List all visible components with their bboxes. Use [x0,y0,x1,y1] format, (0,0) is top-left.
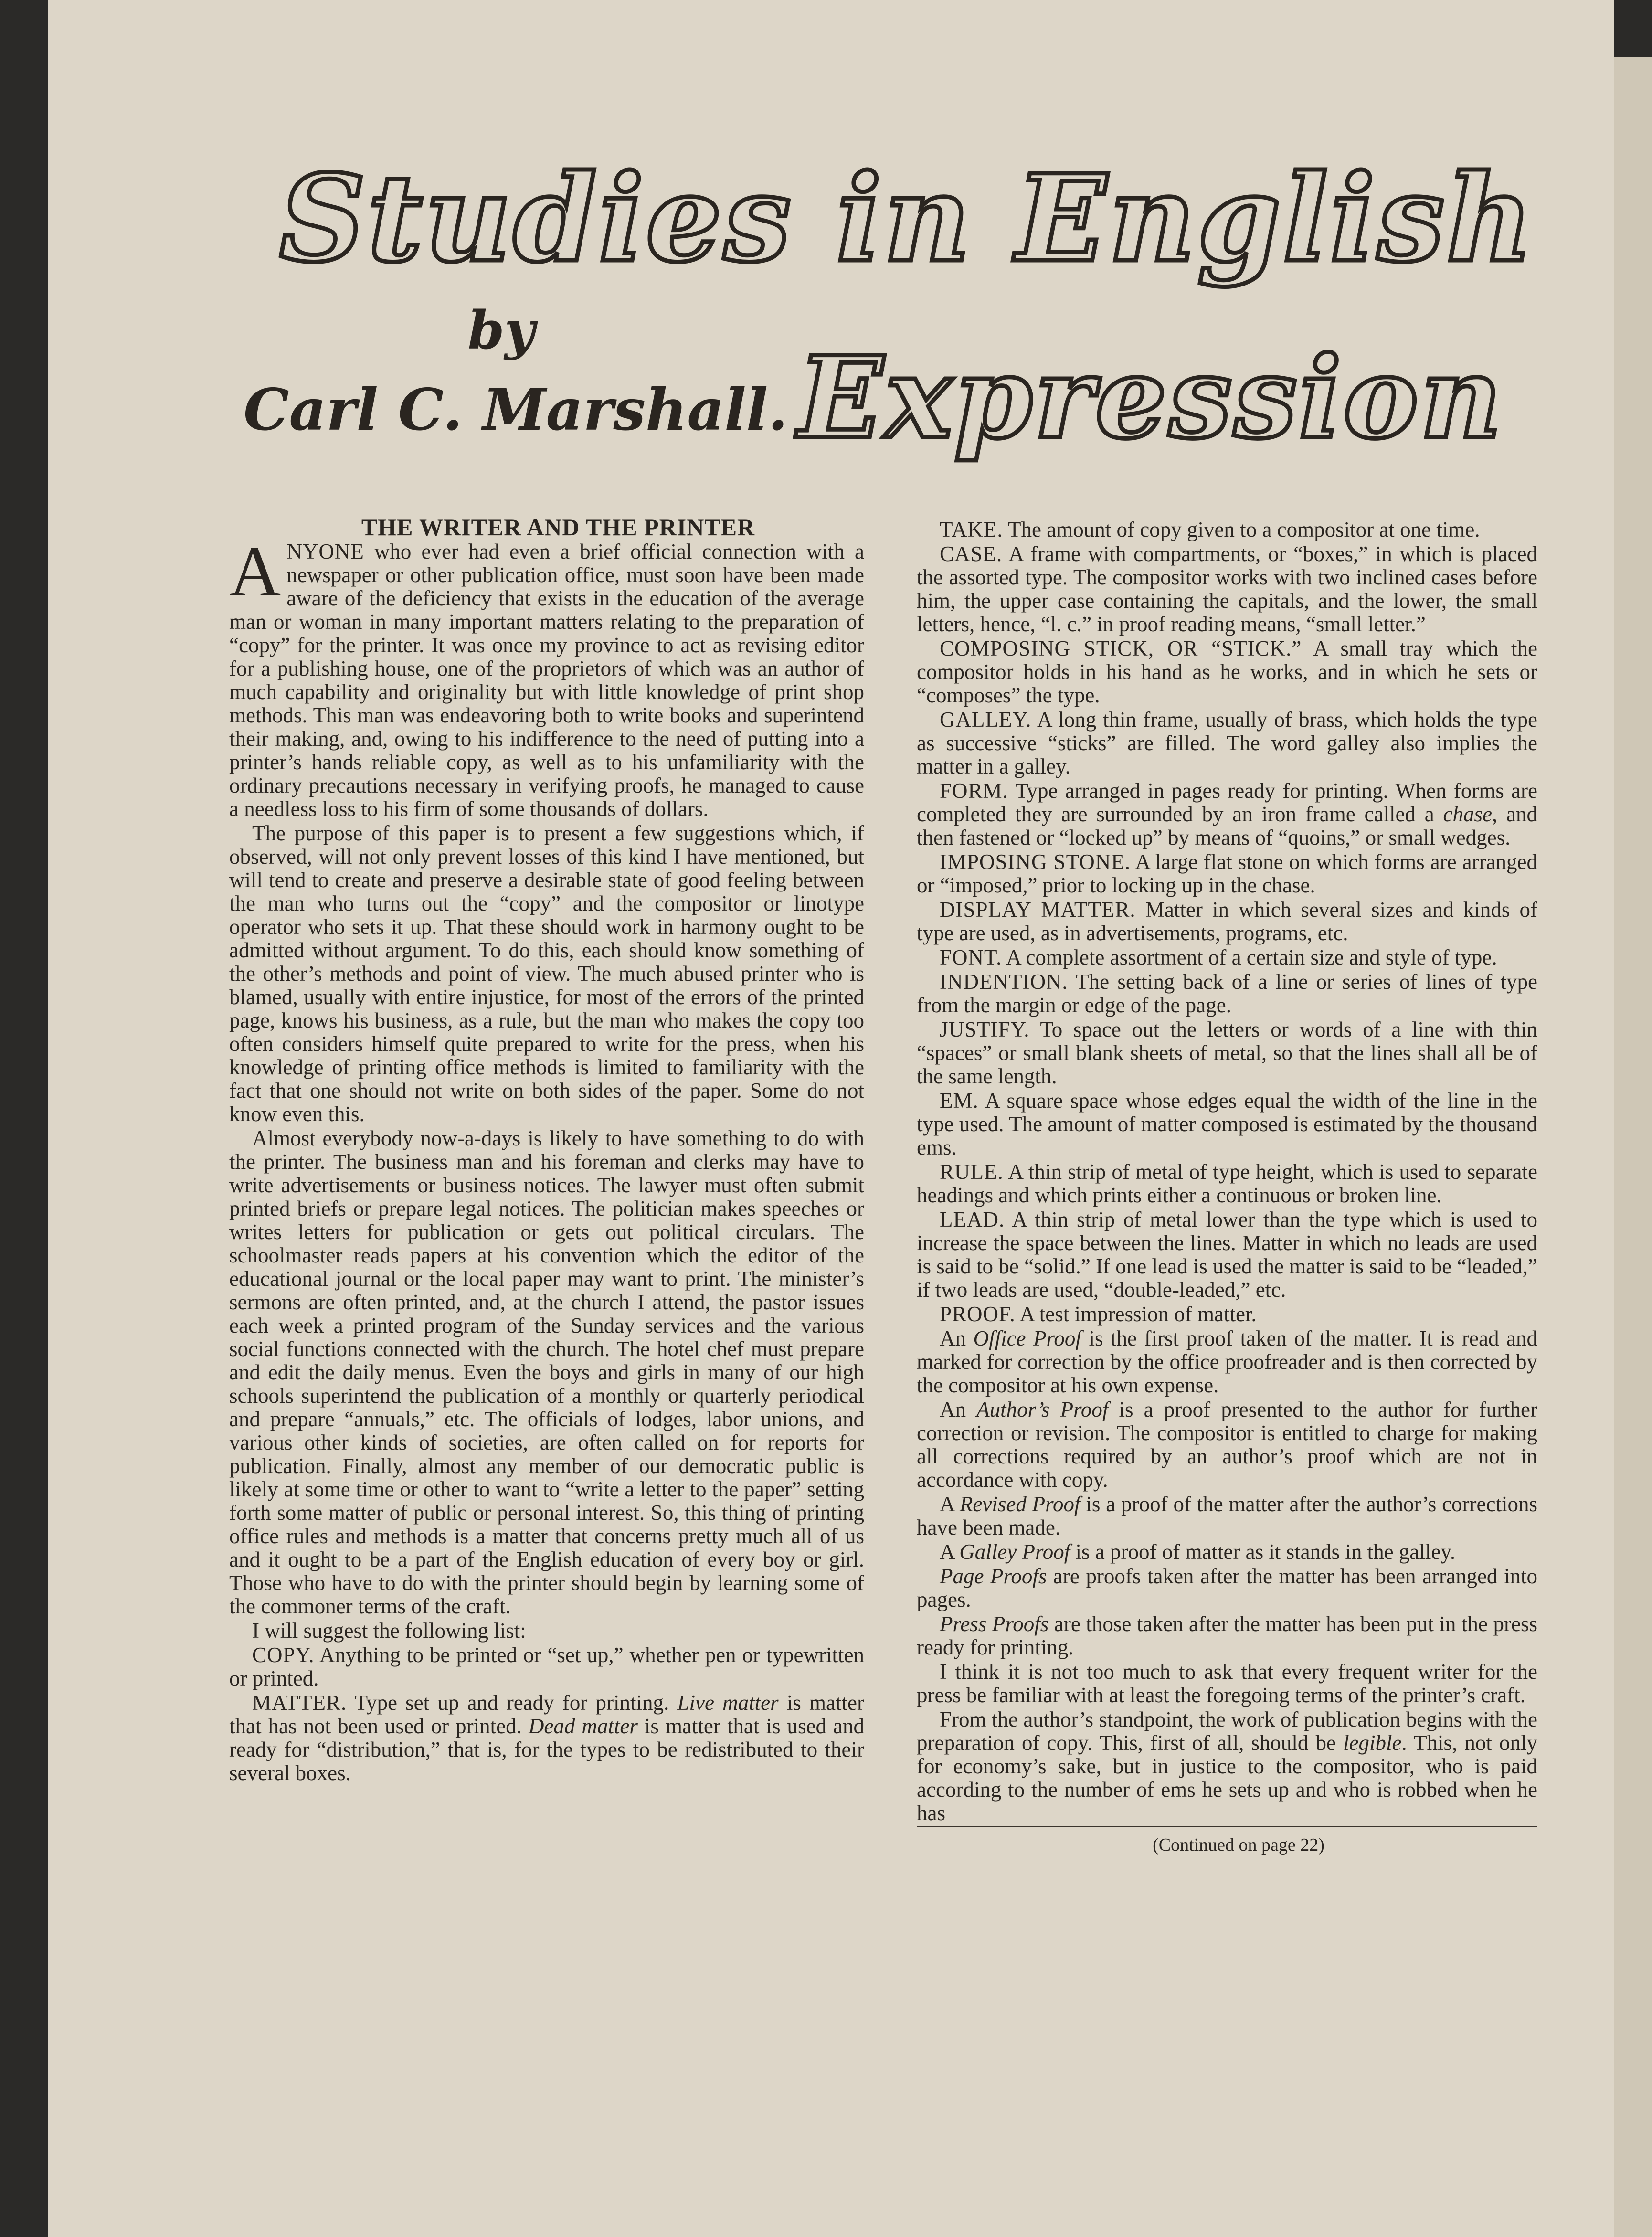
italic-term: Office Proof [973,1326,1081,1350]
term-galley [917,708,1537,778]
term-prefix: An [940,1326,974,1350]
term-indention [917,970,1537,1017]
paragraph-think: I think it is not too much to ask that every frequent writer for the press be familiar with at least the foregoing terms of the printer’s craft. [917,1660,1537,1707]
term-label: GALLEY. [940,708,1032,732]
left-column [229,516,864,1786]
term-definition: The amount of copy given to a compositor at one time. [1003,518,1480,541]
next-page-edge [1614,57,1652,2237]
title-line1: Studies in English [279,148,1535,288]
term-definition: A square space whose edges equal the width of the line in the type used. The amount of matter composed is estimated by the thousand ems. [917,1089,1537,1159]
term-label: COPY. [252,1643,315,1667]
term-label: FONT. [940,945,1002,969]
intro-paragraph [229,532,864,821]
term-label: CASE. [940,542,1003,566]
term-label: MATTER. [252,1691,347,1715]
title-lettering [48,0,1614,506]
term-label: COMPOSING STICK, OR “STICK.” [940,636,1302,660]
term-lead [917,1208,1537,1302]
italic-term: Dead matter [528,1714,638,1738]
term-definition: A thin strip of metal of type height, which is used to separate headings and which prints either a continuous or broken line. [917,1160,1537,1207]
term-prefix: An [940,1398,977,1421]
continued-note: (Continued on page 22) [917,1826,1537,1857]
term-label: TAKE. [940,518,1003,541]
term-label: DISPLAY MATTER. [940,898,1136,922]
term-label: EM. [940,1089,979,1113]
term-prefix: A [940,1540,960,1564]
paragraph-text: . This, not only for economy’s sake, but in justice to the compositor, who is paid according to the number of ems he sets up and who is robbed when he has [917,1731,1537,1825]
term-definition: A frame with compartments, or “boxes,” in which is placed the assorted type. The compositor works with two inclined cases before him, the upper case containing the capitals, and the lower, the small letters, hence, “l. c.” in proof reading means, “small letter.” [917,542,1537,636]
term-label: RULE. [940,1160,1004,1184]
term-label: INDENTION. [940,970,1068,994]
term-definition: are those taken after the matter has been put in the press ready for printing. [917,1612,1537,1659]
italic-term: Press Proofs [940,1612,1049,1636]
italic-term: Page Proofs [940,1564,1047,1588]
term-take [917,518,1537,541]
term-definition: are proofs taken after the matter has been arranged into pages. [917,1564,1537,1611]
term-definition: Matter in which several sizes and kinds of type are used, as in advertisements, programs, etc. [917,898,1538,945]
term-author-proof [917,1398,1537,1492]
right-column [917,518,1537,1858]
term-definition: is a proof presented to the author for further correction or revision. The compositor is entitled to charge for making all corrections required by an author’s proof which are not in accordance with copy. [917,1398,1538,1492]
term-label: IMPOSING STONE. [940,850,1131,874]
term-definition: Type set up and ready for printing. [347,1691,678,1715]
term-definition: is matter that has not been used or printed. [229,1691,864,1738]
term-label: LEAD. [940,1208,1005,1231]
term-press-proofs [917,1612,1537,1659]
term-office-proof [917,1327,1537,1397]
italic-term: legible [1343,1731,1402,1755]
term-case [917,542,1537,636]
term-definition: A large flat stone on which forms are arranged or “imposed,” prior to locking up in the chase. [917,850,1537,897]
italic-term: Author’s Proof [976,1398,1109,1421]
term-definition: A long thin frame, usually of brass, which holds the type as successive “sticks” are filled. The word galley also implies the matter in a galley. [917,708,1537,778]
term-definition: A small tray which the compositor holds in his hand as he works, and in which he sets or “composes” the type. [917,636,1537,707]
term-proof [917,1303,1537,1326]
intro-text: who ever had even a brief official connection with a newspaper or other publication office, must soon have been made aware of the deficiency that exists in the education of the average man or woman in many important matters relating to the preparation of “copy” for the printer. It was once my province to act as revising editor for a publishing house, one of the proprietors of which was an author of much capability and originality but with little knowledge of print shop methods. This man was endeavoring both to write books and superintend their making, and, owing to his indifference to the need of putting into a printer’s hands reliable copy, as well as to his unfamiliarity with the ordinary precautions necessary in verifying proofs, he managed to cause a needless loss to his firm of some thousands of dollars. [229,540,864,821]
term-definition: A complete assortment of a certain size and style of type. [1002,945,1497,969]
drop-cap: A [229,532,281,611]
term-imposing-stone [917,850,1537,897]
italic-term: Revised Proof [959,1492,1080,1516]
term-definition: Anything to be printed or “set up,” whether pen or typewritten or printed. [229,1643,864,1690]
paragraph-text: From the author’s standpoint, the work of publication begins with the preparation of copy. This, first of all, should be [917,1707,1537,1755]
term-definition: A thin strip of metal lower than the type which is used to increase the space between the lines. Matter in which no leads are used is said to be “solid.” If one lead is used the matter is said to be “leaded,” if two leads are used, “double-leaded,” etc. [917,1208,1537,1302]
term-definition: The setting back of a line or series of lines of type from the margin or edge of the page. [917,970,1537,1017]
term-rule [917,1160,1537,1207]
paragraph-everybody: Almost everybody now-a-days is likely to have something to do with the printer. The business man and his foreman and clerks may have to write advertisements or business notices. The lawyer must often submit printed briefs or prepare legal notices. The politician makes speeches or writes letters for publication or gets out political circulars. The schoolmaster reads papers at his convention which the editor of the educational journal or the local paper may want to print. The minister’s sermons are often printed, and, at the church I attend, the pastor issues each week a printed program of the Sunday services and the various social functions connected with the church. The hotel chef must prepare and edit the daily menus. Even the boys and girls in many of our high schools superintend the publication of a monthly or quarterly periodical and prepare “annuals,” etc. The officials of lodges, labor unions, and various other kinds of societies, are often called on for reports for publication. Finally, almost any member of our democratic public is likely at some time or other to want to “write a letter to the paper” setting forth some matter of public or personal interest. So, this thing of printing office rules and methods is a matter that concerns pretty much all of us and it ought to be a part of the English education of every boy or girl. Those who have to do with the printer should begin by learning some of the commoner terms of the craft. [229,1126,864,1618]
term-label: FORM. [940,779,1008,803]
term-form [917,779,1537,849]
paragraph-list-intro: I will suggest the following list: [252,1619,526,1643]
byline-author: Carl C. Marshall. [243,376,788,444]
term-page-proofs [917,1565,1537,1611]
term-composing-stick [917,637,1537,707]
term-justify [917,1018,1537,1088]
term-definition: is a proof of the matter after the author’s corrections have been made. [917,1492,1537,1539]
italic-term: Live matter [677,1691,779,1715]
term-definition: To space out the letters or words of a line with thin “spaces” or small blank sheets of metal, so that the lines shall all be of the same length. [917,1018,1537,1088]
term-em [917,1089,1537,1159]
term-copy [229,1643,864,1690]
italic-term: chase [1443,802,1492,826]
paragraph-purpose: The purpose of this paper is to present a few suggestions which, if observed, will not only prevent losses of this kind I have mentioned, but will tend to create and preserve a desirable state of good feeling between the man who turns out the “copy” and the compositor or linotype operator who sets it up. That these should work in harmony ought to be admitted without argument. To do this, each should know something of the other’s methods and point of view. The much abused printer who is blamed, usually with entire injustice, for most of the errors of the printed page, knows his business, as a rule, but the man who makes the copy too often considers himself quite prepared to write for the press, when his knowledge of printing office methods is limited to familiarity with the fact that one should not write on both sides of the paper. Some do not know even this. [229,821,864,1126]
term-definition: is matter that is used and ready for “distribution,” that is, for the types to be redistributed to their several boxes. [229,1714,864,1785]
term-definition: Type arranged in pages ready for printing. When forms are completed they are surrounded by an iron frame called a [917,779,1537,826]
term-matter [229,1691,864,1785]
italic-term: Galley Proof [959,1540,1070,1564]
term-prefix: A [940,1492,960,1516]
byline-by: by [467,299,535,361]
magazine-page [48,0,1614,2237]
intro-smallcaps: NYONE [286,540,364,563]
title-line2: Expression [797,332,1504,464]
term-galley-proof [917,1540,1537,1564]
term-label: JUSTIFY. [940,1018,1030,1041]
term-display-matter [917,898,1537,945]
term-definition: A test impression of matter. [1015,1302,1257,1326]
term-definition: is the first proof taken of the matter. It is read and marked for correction by the office proofreader and is then corrected by the compositor at his own expense. [917,1326,1537,1397]
term-definition: , and then fastened or “locked up” by means of “quoins,” or small wedges. [917,802,1537,849]
paragraph-standpoint [917,1708,1537,1825]
term-font [917,946,1537,969]
term-revised-proof [917,1493,1537,1539]
section-heading: THE WRITER AND THE PRINTER [361,514,755,541]
term-definition: is a proof of matter as it stands in the galley. [1070,1540,1456,1564]
term-label: PROOF. [940,1302,1016,1326]
